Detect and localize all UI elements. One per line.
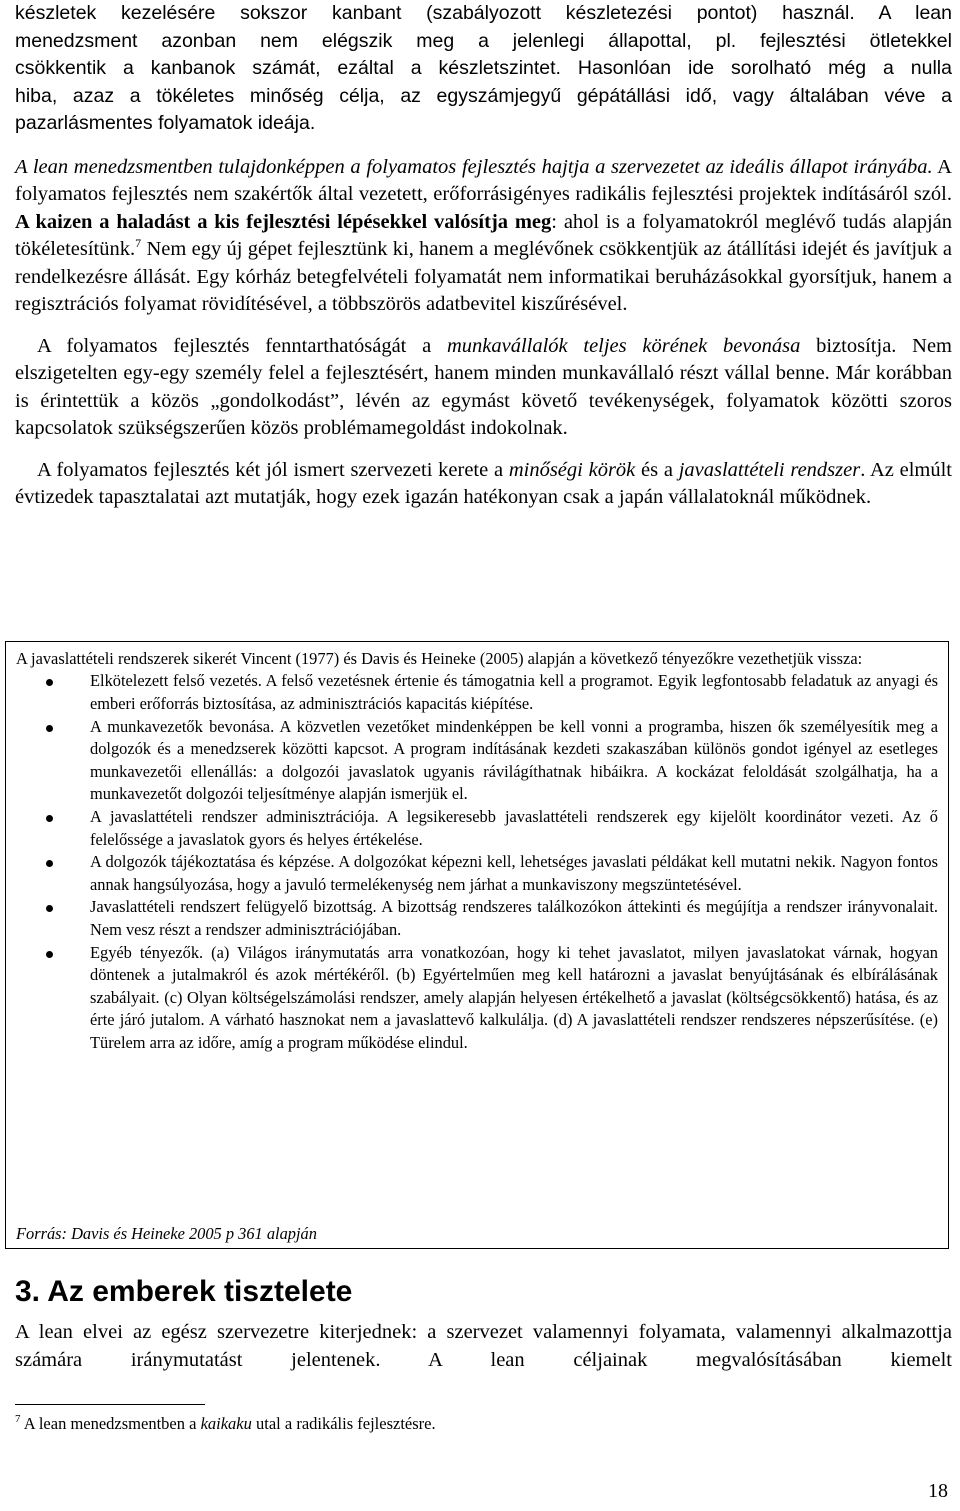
- para4-text1: A folyamatos fejlesztés két jól ismert szervezeti kerete a: [37, 458, 509, 481]
- box-list: [16, 670, 938, 1054]
- section-heading: 3. Az emberek tisztelete: [15, 1275, 353, 1308]
- para2-italic: A lean menedzsmentben tulajdonképpen a folyamatos fejlesztés hajtja a szervezetet az ideális állapot irányába.: [15, 155, 933, 178]
- footnote-text2: utal a radikális fejlesztésre.: [251, 1414, 436, 1433]
- footnote-italic: kaikaku: [200, 1414, 252, 1433]
- footnote: [15, 1414, 436, 1434]
- list-item: [16, 806, 938, 851]
- footnote-ref: 7: [135, 236, 142, 250]
- bullet-icon: [46, 860, 53, 867]
- bullet-icon: [46, 951, 53, 958]
- list-item: [16, 670, 938, 715]
- para4-italic1: minőségi körök: [508, 458, 636, 481]
- list-item: [16, 716, 938, 806]
- footnote-text1: A lean menedzsmentben a: [20, 1414, 201, 1433]
- para2-text1: A folyamatos fejlesztés nem szakértők által vezetett, erőforrásigényes radikális fejlesztési projektek indításáról szól.: [15, 155, 952, 205]
- paragraph-4: [15, 457, 952, 512]
- para3-text1: A folyamatos fejlesztés fenntarthatóságát a: [37, 334, 447, 357]
- box-source: Forrás: Davis és Heineke 2005 p 361 alapján: [16, 1224, 317, 1243]
- list-item-text: A javaslattételi rendszer adminisztrációja. A legsikeresebb javaslattételi rendszerek egy kijelölt koordinátor vezeti. Az ő felelőssége a javaslatok gyors és helyes értékelése.: [90, 806, 938, 849]
- bullet-icon: [46, 679, 53, 686]
- para1-line2: menedzsment azonban nem elégszik meg a jelenlegi állapottal, pl. fejlesztési ötletekkel: [15, 29, 952, 52]
- page-number: 18: [928, 1480, 948, 1502]
- paragraph-2: [15, 154, 952, 319]
- para1-line5: pazarlásmentes folyamatok ideája.: [15, 112, 316, 134]
- para4-text3: . Az elmúlt évtizedek tapasztalatai azt mutatják, hogy ezek igazán hatékonyan csak a japán vállalatoknál működnek.: [15, 458, 952, 508]
- box-lead: A javaslattételi rendszerek sikerét Vincent (1977) és Davis és Heineke (2005) alapján a következő tényezőkre vezethetjük vissza:: [16, 649, 863, 668]
- footnote-number: 7: [15, 1413, 21, 1425]
- paragraph-5: A lean elvei az egész szervezetre kiterjednek: a szervezet valamennyi folyamata, valamennyi alkalmazottja számára iránymutatást jelentenek. A lean céljainak megvalósításában kiemelt: [15, 1321, 952, 1371]
- para4-text2: és a: [635, 458, 679, 481]
- list-item: [16, 851, 938, 896]
- document-body: [15, 0, 952, 512]
- bullet-icon: [46, 725, 53, 732]
- para3-text2: biztosítja. Nem elszigetelten egy-egy személy felel a fejlesztésért, hanem minden munkavállaló részt vállal benne. Már korábban is érintettük a közös „gondolkodást”, lévén az egymást követő tevékenységek, folyamatok közötti szoros kapcsolatok szükségszerűen közös problémamegoldást indokolnak.: [15, 334, 952, 439]
- list-item-text: Elkötelezett felső vezetés. A felső vezetésnek értenie és támogatnia kell a programot. Egyik legfontosabb feladatuk az anyagi és emberi erőforrás biztosítása, az adminisztrációs kapacitás kiépítése.: [90, 671, 938, 713]
- para1-line3: csökkentik a kanbanok számát, ezáltal a készletszintet. Hasonlóan ide sorolható még a nulla: [15, 57, 952, 79]
- para2-text3: Nem egy új gépet fejlesztünk ki, hanem a meglévőnek csökkentjük az átállítási idejét és javítjuk a rendelkezésre állását. Egy kórház betegfelvételi folyamatát nem informatikai beruházásokkal gyorsítjuk, hanem a regisztrációs folyamat rövidítésével, a többszörös adatbevitel kiszűrésével.: [15, 238, 952, 315]
- para1-line1: készletek kezelésére sokszor kanbant (szabályozott készletezési pontot) használ. A lean: [15, 2, 952, 24]
- footnote-divider: [15, 1404, 205, 1405]
- bullet-icon: [46, 815, 53, 822]
- list-item-text: Javaslattételi rendszert felügyelő bizottság. A bizottság rendszeres találkozókon áttekinti és megújítja a rendszer irányvonalait. Nem vesz részt a rendszer adminisztrációjában.: [90, 897, 938, 939]
- info-box: [5, 641, 949, 1249]
- para3-italic: munkavállalók teljes körének bevonása: [446, 334, 801, 357]
- para1-line4: hiba, azaz a tökéletes minőség célja, az egyszámjegyű gépátállási idő, vagy általában véve a: [15, 84, 952, 107]
- list-item-text: Egyéb tényezők. (a) Világos iránymutatás arra vonatkozóan, hogy ki tehet javaslatot, milyen javaslatokat várnak, hogyan döntenek a jutalmakról és azok mértékéről. (b) Egyértelműen meg kell határozni a javaslat benyújtásának és elbírálásának szabályait. (c) Olyan költségelszámolási rendszer, amely alapján helyesen értékelhető a javaslat (költségcsökkentő) hatása, és az érte járó jutalom. A várható hasznokat nem a javaslattevő kalkulálja. (d) A javaslattételi rendszer rendszeres népszerűsítése. (e) Türelem arra az időre, amíg a program működése elindul.: [90, 942, 938, 1052]
- list-item-text: A dolgozók tájékoztatása és képzése. A dolgozókat képezni kell, lehetséges javaslati példákat kell mutatni nekik. Nagyon fontos annak hangsúlyozása, hogy a javuló termelékenység nem járhat a munkaviszony megszüntetésével.: [90, 852, 938, 894]
- bullet-icon: [46, 905, 53, 912]
- list-item-text: A munkavezetők bevonása. A közvetlen vezetőket mindenképpen be kell vonni a programba, hiszen ők személyesítik meg a dolgozók és a menedzserek közötti kapcsot. A program indításának kezdeti szakaszában különös gondot igényel az esetleges munkavezetői ellenállás: a dolgozói javaslatok ugyanis rávilágíthatnak hibáikra. A kockázat feloldását szolgálhatja, ha a munkavezetőt dolgozói teljesítménye alapján ismerjük el.: [90, 716, 938, 804]
- para4-italic2: javaslattételi rendszer: [678, 458, 861, 481]
- list-item: [16, 942, 938, 1055]
- para2-text2: : ahol is a folyamatokról meglévő tudás alapján tökéletesítünk.: [15, 210, 952, 260]
- list-item: [16, 896, 938, 941]
- paragraph-1: [15, 0, 952, 138]
- para2-bold: A kaizen a haladást a kis fejlesztési lépésekkel valósítja meg: [15, 210, 552, 233]
- paragraph-3: [15, 333, 952, 443]
